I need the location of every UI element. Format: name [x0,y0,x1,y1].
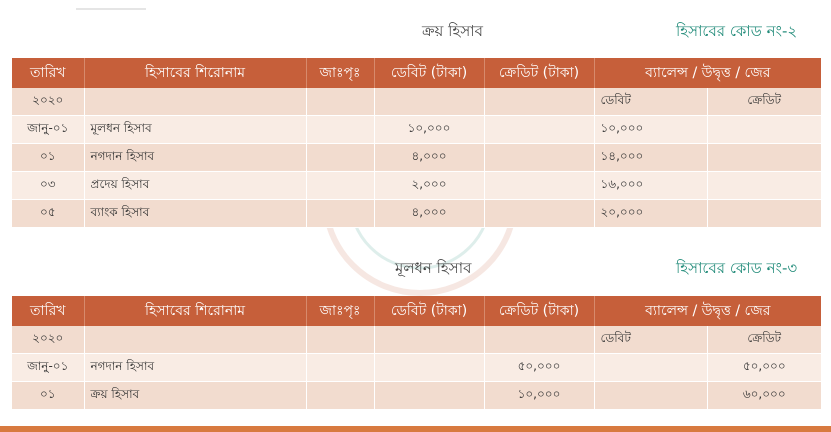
cell-balance-debit [594,354,707,382]
cell-date: ০৩ [12,172,84,200]
cell-balance-debit [594,382,707,410]
table-row [12,144,821,172]
col-debit-header: ডেবিট (টাকা) [374,58,484,88]
cell-debit: ১০,০০০ [374,116,484,144]
cell-credit: ১০,০০০ [484,382,594,410]
cell-balance-credit: ৫০,০০০ [707,354,821,382]
cell-credit [484,144,594,172]
cell-head: নগদান হিসাব [84,144,306,172]
table-row [12,382,821,410]
cell-credit: ৫০,০০০ [484,354,594,382]
cell-head [84,326,306,354]
cell-balance-debit: ১৪,০০০ [594,144,707,172]
table-row [12,88,821,116]
cell-balance-credit [707,144,821,172]
col-balance-header: ব্যালেন্স / উদ্বৃত্ত / জের [594,296,821,326]
cell-date: জানু-০১ [12,354,84,382]
bottom-accent-strip [0,426,831,432]
cell-jp [306,116,374,144]
cell-jp [306,172,374,200]
capital-ledger-table [12,296,821,410]
cell-debit: ৪,০০০ [374,200,484,228]
cell-debit: ২,০০০ [374,172,484,200]
cell-jp [306,326,374,354]
table-header-row [12,58,821,88]
cell-credit [484,326,594,354]
purchase-account-title: ক্রয় হিসাব [422,22,483,40]
col-balance-header: ব্যালেন্স / উদ্বৃত্ত / জের [594,58,821,88]
col-head-header: হিসাবের শিরোনাম [84,296,306,326]
cell-credit [484,116,594,144]
cell-balance-credit: ৬০,০০০ [707,382,821,410]
cell-credit [484,172,594,200]
cell-debit [374,326,484,354]
capital-account-title: মূলধন হিসাব [395,259,472,277]
cell-debit [374,88,484,116]
cell-balance-debit: ডেবিট [594,88,707,116]
cell-balance-debit: ১৬,০০০ [594,172,707,200]
cell-date: ২০২০ [12,326,84,354]
cell-balance-credit [707,116,821,144]
col-credit-header: ক্রেডিট (টাকা) [484,58,594,88]
cell-debit [374,382,484,410]
cell-head: নগদান হিসাব [84,354,306,382]
col-date-header: তারিখ [12,296,84,326]
col-jp-header: জাঃপৃঃ [306,58,374,88]
cell-date: ০১ [12,382,84,410]
table-row [12,172,821,200]
cell-jp [306,354,374,382]
col-debit-header: ডেবিট (টাকা) [374,296,484,326]
cell-balance-debit: ২০,০০০ [594,200,707,228]
purchase-ledger-table [12,58,821,228]
cell-date: ০১ [12,144,84,172]
cell-balance-credit: ক্রেডিট [707,88,821,116]
table-row [12,354,821,382]
top-divider [76,8,146,10]
cell-debit [374,354,484,382]
cell-balance-credit [707,200,821,228]
col-jp-header: জাঃপৃঃ [306,296,374,326]
cell-head: প্রদেয় হিসাব [84,172,306,200]
cell-head: মূলধন হিসাব [84,116,306,144]
cell-head: ক্রয় হিসাব [84,382,306,410]
cell-debit: ৪,০০০ [374,144,484,172]
cell-balance-credit [707,172,821,200]
cell-jp [306,144,374,172]
cell-head: ব্যাংক হিসাব [84,200,306,228]
capital-account-code: হিসাবের কোড নং-৩ [676,259,798,277]
table-header-row [12,296,821,326]
cell-credit [484,200,594,228]
cell-jp [306,88,374,116]
col-credit-header: ক্রেডিট (টাকা) [484,296,594,326]
cell-head [84,88,306,116]
table-row [12,116,821,144]
col-date-header: তারিখ [12,58,84,88]
cell-date: ২০২০ [12,88,84,116]
cell-date: ০৫ [12,200,84,228]
cell-balance-debit: ডেবিট [594,326,707,354]
table-row [12,326,821,354]
cell-credit [484,88,594,116]
table-row [12,200,821,228]
cell-jp [306,382,374,410]
cell-jp [306,200,374,228]
cell-balance-credit: ক্রেডিট [707,326,821,354]
cell-balance-debit: ১০,০০০ [594,116,707,144]
purchase-account-code: হিসাবের কোড নং-২ [676,22,798,40]
cell-date: জানু-০১ [12,116,84,144]
col-head-header: হিসাবের শিরোনাম [84,58,306,88]
